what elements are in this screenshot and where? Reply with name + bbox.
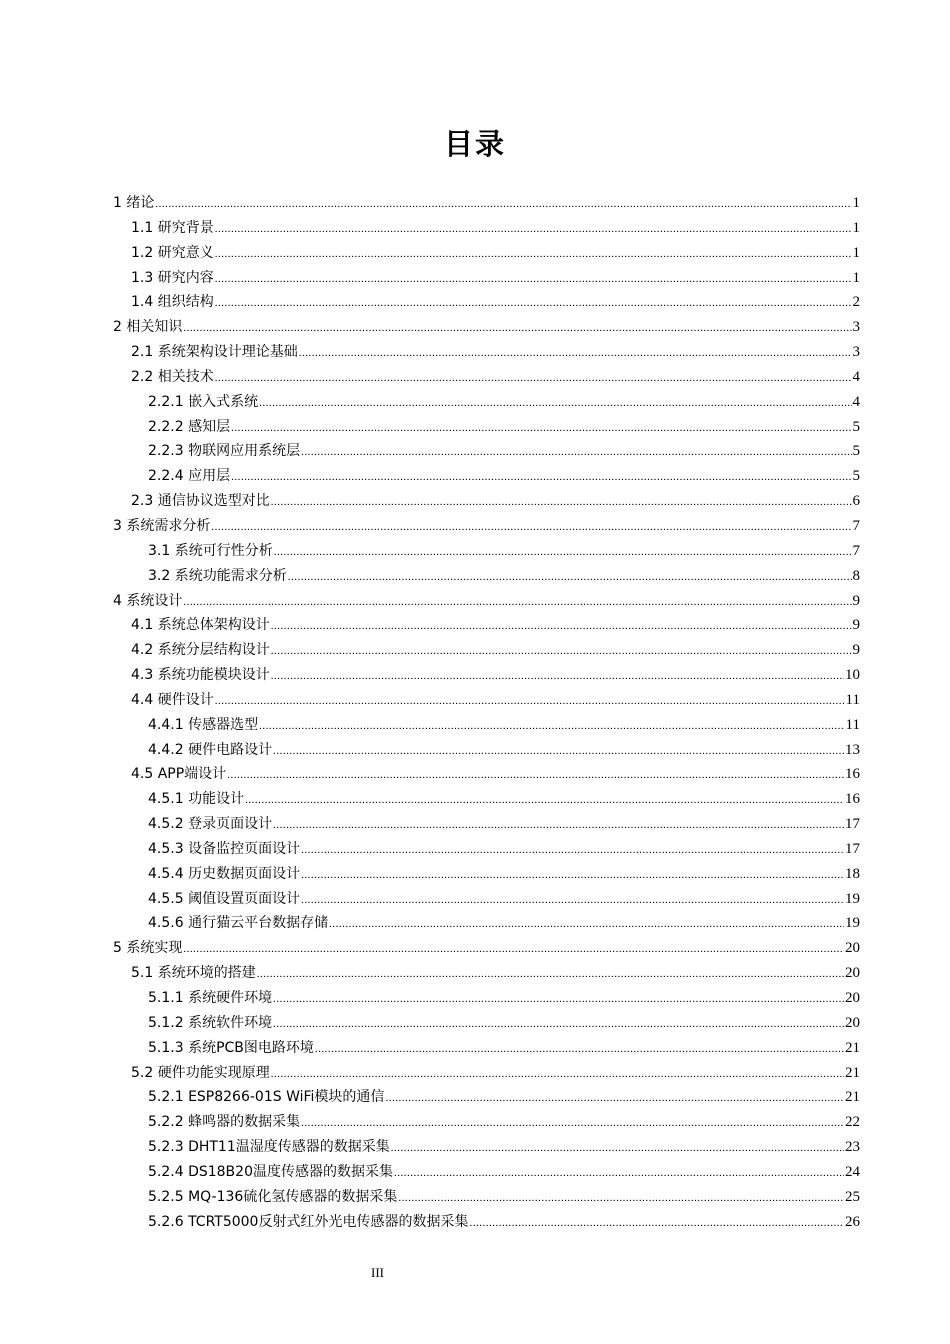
toc-entry[interactable] bbox=[113, 738, 860, 763]
toc-entry-page: 1 bbox=[852, 195, 860, 211]
toc-entry-label: 5.1.3 系统PCB图电路环境 bbox=[148, 1039, 314, 1056]
toc-dot-leader bbox=[215, 689, 845, 714]
toc-entry-label: 2.2.2 感知层 bbox=[148, 418, 231, 435]
toc-entry-page: 9 bbox=[852, 642, 860, 659]
toc-entry-label: 5.2.2 蜂鸣器的数据采集 bbox=[148, 1114, 301, 1131]
toc-entry[interactable] bbox=[113, 216, 860, 241]
toc-entry-page: 17 bbox=[845, 816, 860, 833]
toc-dot-leader bbox=[215, 217, 852, 242]
toc-dot-leader bbox=[301, 863, 844, 888]
toc-entry-page: 20 bbox=[845, 1014, 860, 1031]
toc-entry-label: 2.1 系统架构设计理论基础 bbox=[131, 344, 298, 361]
toc-dot-leader bbox=[183, 937, 844, 962]
page-title: 目录 bbox=[443, 127, 506, 161]
toc-entry-page: 24 bbox=[845, 1163, 860, 1180]
toc-entry-page: 20 bbox=[845, 940, 860, 957]
toc-entry-label: 2 相关知识 bbox=[113, 319, 183, 336]
toc-dot-leader bbox=[385, 1086, 844, 1111]
toc-entry[interactable] bbox=[113, 514, 860, 539]
toc-entry-label: 1 绪论 bbox=[113, 195, 155, 211]
toc-entry-page: 2 bbox=[852, 294, 860, 311]
toc-dot-leader bbox=[274, 540, 852, 565]
toc-dot-leader bbox=[301, 888, 844, 913]
toc-dot-leader bbox=[259, 714, 844, 739]
toc-dot-leader bbox=[301, 440, 851, 465]
toc-entry-label: 3.1 系统可行性分析 bbox=[148, 542, 273, 559]
toc-entry-page: 7 bbox=[852, 542, 860, 559]
toc-entry[interactable] bbox=[113, 936, 860, 961]
toc-dot-leader bbox=[273, 987, 844, 1012]
toc-entry[interactable] bbox=[113, 390, 860, 415]
toc-entry[interactable] bbox=[113, 241, 860, 266]
toc-entry-label: 5.1.1 系统硬件环境 bbox=[148, 990, 273, 1006]
toc-entry-label: 5.1 系统环境的搭建 bbox=[131, 965, 256, 982]
toc-entry-label: 4.4.2 硬件电路设计 bbox=[148, 741, 273, 758]
toc-entry[interactable] bbox=[113, 1210, 860, 1235]
toc-entry[interactable] bbox=[113, 315, 860, 340]
toc-entry-label: 1.1 研究背景 bbox=[131, 219, 214, 236]
toc-entry[interactable] bbox=[113, 489, 860, 514]
toc-entry-label: 5.2.6 TCRT5000反射式红外光电传感器的数据采集 bbox=[148, 1213, 469, 1230]
toc-dot-leader bbox=[398, 1186, 844, 1211]
toc-entry[interactable] bbox=[113, 787, 860, 812]
toc-dot-leader bbox=[315, 1037, 844, 1062]
toc-dot-leader bbox=[155, 192, 851, 217]
toc-entry[interactable] bbox=[113, 439, 860, 464]
toc-dot-leader bbox=[271, 490, 852, 515]
toc-entry-page: 10 bbox=[845, 667, 860, 684]
toc-entry[interactable] bbox=[113, 713, 860, 738]
toc-entry[interactable] bbox=[113, 1011, 860, 1036]
toc-entry-page: 4 bbox=[852, 368, 860, 385]
toc-entry-page: 8 bbox=[852, 567, 860, 584]
table-of-contents bbox=[113, 191, 860, 1234]
toc-entry-page: 20 bbox=[845, 990, 860, 1006]
toc-entry-page: 13 bbox=[845, 741, 860, 758]
toc-dot-leader bbox=[329, 912, 844, 937]
toc-dot-leader bbox=[231, 416, 851, 441]
toc-dot-leader bbox=[288, 565, 852, 590]
toc-entry-page: 26 bbox=[845, 1213, 860, 1230]
toc-entry-page: 6 bbox=[852, 493, 860, 510]
toc-entry-page: 19 bbox=[845, 915, 860, 932]
toc-entry-label: 4.5 APP端设计 bbox=[131, 766, 227, 783]
toc-dot-leader bbox=[469, 1211, 844, 1236]
toc-entry[interactable] bbox=[113, 688, 860, 713]
toc-dot-leader bbox=[231, 465, 851, 490]
toc-entry[interactable] bbox=[113, 1085, 860, 1110]
toc-entry-label: 4 系统设计 bbox=[113, 592, 183, 609]
toc-entry[interactable] bbox=[113, 613, 860, 638]
toc-entry-page: 11 bbox=[845, 691, 860, 708]
toc-dot-leader bbox=[271, 639, 852, 664]
toc-entry-page: 1 bbox=[852, 244, 860, 261]
toc-entry-label: 4.4.1 传感器选型 bbox=[148, 716, 259, 733]
toc-dot-leader bbox=[273, 739, 844, 764]
toc-entry-label: 1.4 组织结构 bbox=[131, 294, 214, 311]
toc-entry[interactable] bbox=[113, 1135, 860, 1160]
toc-entry[interactable] bbox=[113, 340, 860, 365]
toc-entry[interactable] bbox=[113, 837, 860, 862]
toc-entry-page: 4 bbox=[852, 393, 860, 410]
toc-dot-leader bbox=[183, 316, 851, 341]
toc-entry-page: 16 bbox=[845, 791, 860, 808]
toc-entry-page: 18 bbox=[845, 865, 860, 882]
toc-entry[interactable] bbox=[113, 191, 860, 216]
toc-entry-label: 5.2.3 DHT11温湿度传感器的数据采集 bbox=[148, 1139, 390, 1156]
toc-entry-page: 16 bbox=[845, 766, 860, 783]
toc-entry-page: 21 bbox=[845, 1039, 860, 1056]
toc-entry-label: 4.4 硬件设计 bbox=[131, 691, 214, 708]
toc-dot-leader bbox=[183, 590, 851, 615]
toc-entry[interactable] bbox=[113, 1110, 860, 1135]
toc-dot-leader bbox=[273, 1012, 844, 1037]
page-number: III bbox=[371, 1265, 384, 1280]
toc-entry[interactable] bbox=[113, 1061, 860, 1086]
toc-entry-label: 3.2 系统功能需求分析 bbox=[148, 567, 287, 584]
toc-dot-leader bbox=[259, 391, 851, 416]
toc-entry-page: 5 bbox=[852, 443, 860, 460]
toc-entry-label: 4.3 系统功能模块设计 bbox=[131, 667, 270, 684]
toc-entry-label: 2.2.3 物联网应用系统层 bbox=[148, 443, 301, 460]
toc-dot-leader bbox=[245, 788, 844, 813]
toc-dot-leader bbox=[271, 614, 852, 639]
toc-entry-page: 11 bbox=[845, 716, 860, 733]
toc-entry[interactable] bbox=[113, 663, 860, 688]
toc-entry-label: 4.1 系统总体架构设计 bbox=[131, 617, 270, 634]
toc-entry-label: 5 系统实现 bbox=[113, 940, 183, 957]
toc-entry-label: 5.2.5 MQ-136硫化氢传感器的数据采集 bbox=[148, 1188, 398, 1205]
toc-entry-page: 7 bbox=[852, 517, 860, 534]
toc-dot-leader bbox=[394, 1161, 844, 1186]
toc-entry-page: 25 bbox=[845, 1188, 860, 1205]
toc-dot-leader bbox=[215, 242, 852, 267]
toc-dot-leader bbox=[299, 341, 852, 366]
toc-entry-label: 5.2.1 ESP8266-01S WiFi模块的通信 bbox=[148, 1089, 385, 1106]
toc-entry-label: 2.3 通信协议选型对比 bbox=[131, 493, 270, 510]
toc-entry-page: 3 bbox=[852, 344, 860, 361]
toc-entry-page: 17 bbox=[845, 840, 860, 857]
toc-dot-leader bbox=[211, 515, 851, 540]
toc-dot-leader bbox=[257, 962, 844, 987]
toc-entry-label: 1.3 研究内容 bbox=[131, 269, 214, 286]
toc-entry[interactable] bbox=[113, 961, 860, 986]
toc-entry-page: 9 bbox=[852, 592, 860, 609]
toc-dot-leader bbox=[391, 1136, 844, 1161]
toc-entry[interactable] bbox=[113, 539, 860, 564]
toc-entry[interactable] bbox=[113, 812, 860, 837]
toc-entry[interactable] bbox=[113, 1185, 860, 1210]
toc-dot-leader bbox=[301, 838, 844, 863]
toc-entry-label: 4.5.6 通行猫云平台数据存储 bbox=[148, 915, 329, 932]
toc-entry-label: 4.5.5 阈值设置页面设计 bbox=[148, 890, 301, 907]
toc-entry[interactable] bbox=[113, 887, 860, 912]
toc-dot-leader bbox=[271, 664, 844, 689]
toc-entry-page: 22 bbox=[845, 1114, 860, 1131]
toc-dot-leader bbox=[215, 291, 852, 316]
toc-entry-page: 1 bbox=[852, 219, 860, 236]
toc-entry-label: 3 系统需求分析 bbox=[113, 517, 211, 534]
toc-entry-label: 1.2 研究意义 bbox=[131, 244, 214, 261]
toc-dot-leader bbox=[215, 366, 852, 391]
toc-entry-page: 20 bbox=[845, 965, 860, 982]
toc-entry-label: 2.2 相关技术 bbox=[131, 368, 214, 385]
toc-entry-label: 4.5.4 历史数据页面设计 bbox=[148, 865, 301, 882]
toc-entry-label: 4.2 系统分层结构设计 bbox=[131, 642, 270, 659]
toc-entry[interactable] bbox=[113, 365, 860, 390]
toc-entry[interactable] bbox=[113, 911, 860, 936]
toc-entry-page: 5 bbox=[852, 418, 860, 435]
toc-entry-page: 1 bbox=[852, 269, 860, 286]
toc-entry-page: 5 bbox=[852, 468, 860, 485]
toc-entry[interactable] bbox=[113, 638, 860, 663]
toc-entry-label: 5.2.4 DS18B20温度传感器的数据采集 bbox=[148, 1163, 393, 1180]
toc-entry[interactable] bbox=[113, 1036, 860, 1061]
toc-entry[interactable] bbox=[113, 1160, 860, 1185]
toc-dot-leader bbox=[215, 267, 852, 292]
toc-entry-page: 19 bbox=[845, 890, 860, 907]
toc-entry-label: 5.1.2 系统软件环境 bbox=[148, 1014, 273, 1031]
toc-entry-page: 3 bbox=[852, 319, 860, 336]
toc-entry-page: 23 bbox=[845, 1139, 860, 1156]
toc-dot-leader bbox=[301, 1111, 844, 1136]
toc-entry-page: 9 bbox=[852, 617, 860, 634]
toc-entry-page: 21 bbox=[845, 1064, 860, 1081]
toc-entry[interactable] bbox=[113, 564, 860, 589]
toc-entry[interactable] bbox=[113, 290, 860, 315]
toc-entry-label: 4.5.2 登录页面设计 bbox=[148, 816, 273, 833]
toc-entry[interactable] bbox=[113, 862, 860, 887]
toc-entry[interactable] bbox=[113, 464, 860, 489]
toc-entry-label: 4.5.3 设备监控页面设计 bbox=[148, 840, 301, 857]
toc-entry[interactable] bbox=[113, 762, 860, 787]
toc-entry-label: 2.2.4 应用层 bbox=[148, 468, 231, 485]
toc-entry-label: 2.2.1 嵌入式系统 bbox=[148, 393, 259, 410]
toc-entry-page: 21 bbox=[845, 1089, 860, 1106]
toc-dot-leader bbox=[273, 813, 844, 838]
toc-entry[interactable] bbox=[113, 266, 860, 291]
toc-entry[interactable] bbox=[113, 589, 860, 614]
toc-dot-leader bbox=[227, 763, 844, 788]
toc-entry[interactable] bbox=[113, 415, 860, 440]
toc-entry-label: 4.5.1 功能设计 bbox=[148, 791, 245, 808]
toc-entry-label: 5.2 硬件功能实现原理 bbox=[131, 1064, 270, 1081]
toc-entry[interactable] bbox=[113, 986, 860, 1011]
toc-dot-leader bbox=[271, 1062, 844, 1087]
